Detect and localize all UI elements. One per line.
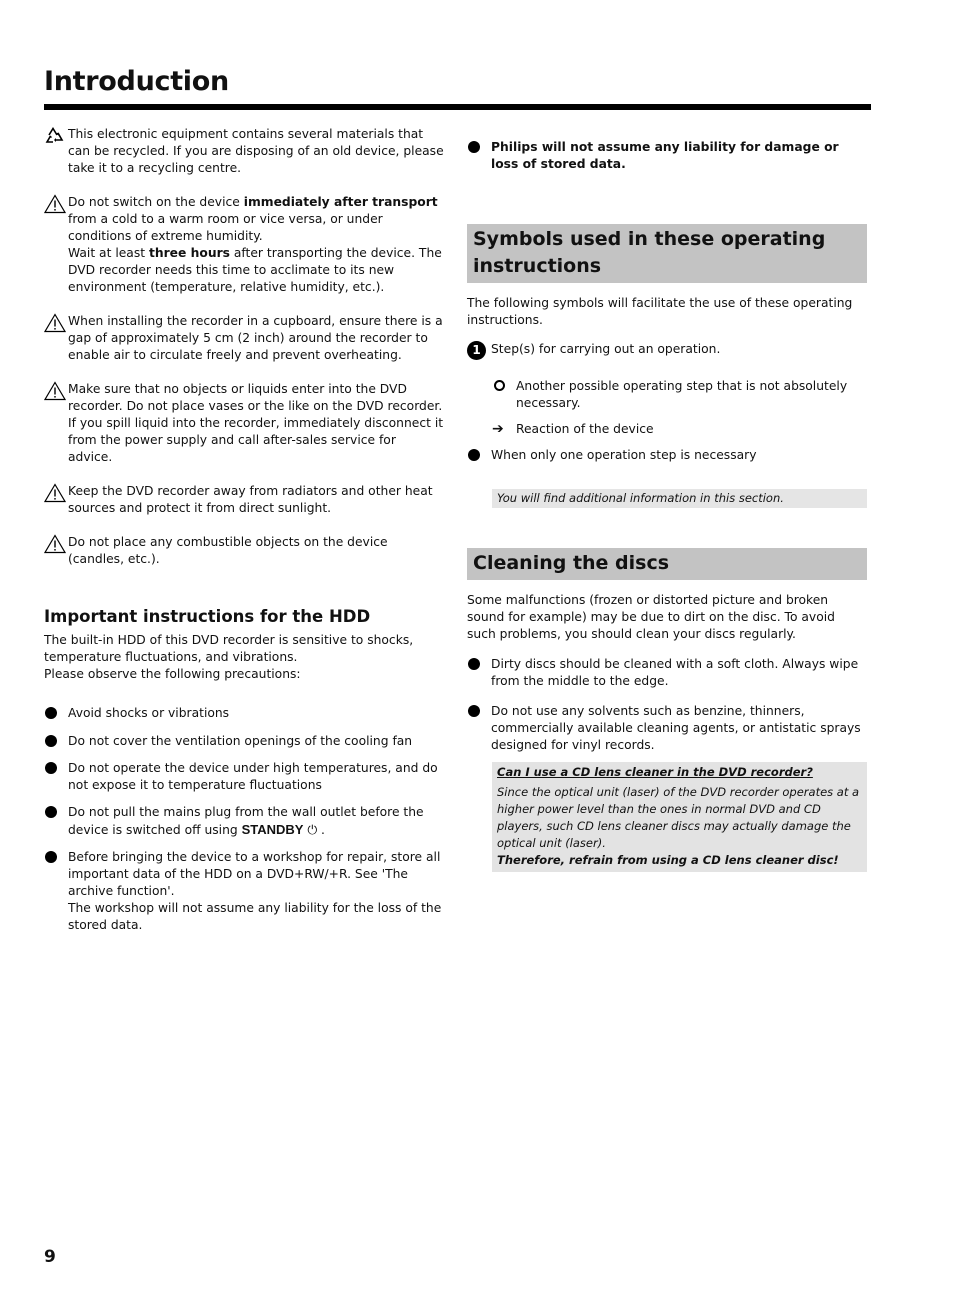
faq-answer: Since the optical unit (laser) of the DVD recorder operates at a higher power level than the ones in normal DVD and CD players, such CD lens cleaner discs may actually damage the optical unit (laser). [497,785,860,850]
bullet-icon [45,762,57,774]
optional-step-row: Another possible operating step that is not absolutely necessary. [492,378,867,412]
bullet-icon [468,141,480,153]
ring-icon [494,380,505,391]
warning-note-combustible [44,534,444,568]
list-item: Do not cover the ventilation openings of the cooling fan [44,733,444,750]
list-item: Do not pull the mains plug from the wall outlet before the device is switched off using STANDBY ⏻ . [44,804,444,839]
warning-note-cupboard [44,313,444,364]
title-rule [44,104,871,110]
standby-key: STANDBY [241,822,304,837]
list-item: Before bringing the device to a workshop for repair, store all important data of the HDD on a DVD+RW/+R. See 'The archive function'. The workshop will not assume any liability for the loss of the stored data. [44,849,444,934]
hdd-intro: The built-in HDD of this DVD recorder is sensitive to shocks, temperature fluctuations, and vibrations. [44,633,414,664]
power-icon: ⏻ [307,823,318,837]
symbols-heading: Symbols used in these operating instructions [467,224,867,283]
bullet-icon [468,449,480,461]
list-item: Dirty discs should be cleaned with a soft cloth. Always wipe from the middle to the edge. [467,656,867,690]
cleaning-intro: Some malfunctions (frozen or distorted picture and broken sound for example) may be due to dirt on the disc. To avoid such problems, you should clean your discs regularly. [467,593,835,641]
page-title: Introduction [44,66,229,97]
step-symbol-row: 1 Step(s) for carrying out an operation. [467,341,867,358]
single-step-row: When only one operation step is necessary [467,447,867,464]
recycle-note [44,126,444,177]
symbols-intro: The following symbols will facilitate the use of these operating instructions. [467,296,853,327]
arrow-right-icon: ➔ [492,421,504,437]
warning-note-liquids [44,381,444,466]
bullet-icon [468,658,480,670]
hdd-intro-precautions: Please observe the following precautions: [44,667,301,681]
step-number-icon: 1 [467,341,486,360]
recycle-icon [44,126,66,146]
philips-liability-note: Philips will not assume any liability for damage or loss of stored data. [467,139,867,173]
right-column [467,126,867,872]
warning-note-heat [44,483,444,517]
warning-text-transport: Do not switch on the device immediately after transport from a cold to a warm room or vice versa, or under conditions of extreme humidity. [68,195,438,243]
warning-triangle-icon [44,313,66,333]
info-box: You will find additional information in this section. [492,489,867,508]
warning-triangle-icon [44,534,66,554]
warning-text-liquids: Make sure that no objects or liquids enter into the DVD recorder. Do not place vases or the like on the DVD recorder. If you spill liquid into the recorder, immediately disconnect it from the power supply and call after-sales service for advice. [68,382,444,464]
lens-cleaner-faq-box [492,762,867,872]
bullet-icon [468,705,480,717]
list-item: Do not use any solvents such as benzine, thinners, commercially available cleaning agents, or antistatic sprays designed for vinyl records. [467,703,867,754]
list-item: Do not operate the device under high temperatures, and do not expose it to temperature fluctuations [44,760,444,794]
faq-question: Can I use a CD lens cleaner in the DVD recorder? [497,765,813,779]
bullet-icon [45,707,57,719]
warning-text-combustible: Do not place any combustible objects on the device (candles, etc.). [68,535,388,566]
recycle-text: This electronic equipment contains several materials that can be recycled. If you are disposing of an old device, please take it to a recycling centre. [68,127,444,175]
warning-note-transport [44,194,444,296]
bullet-icon [45,735,57,747]
page-number: 9 [44,1247,56,1267]
reaction-row: ➔ Reaction of the device [492,421,654,437]
warning-text-wait: Wait at least three hours after transporting the device. The DVD recorder needs this time to acclimate to its new environment (temperature, relative humidity, etc.). [68,246,442,294]
left-column [44,126,444,934]
cleaning-heading: Cleaning the discs [467,548,867,580]
warning-triangle-icon [44,194,66,214]
hdd-heading: Important instructions for the HDD [44,607,371,626]
faq-conclusion: Therefore, refrain from using a CD lens cleaner disc! [497,853,839,867]
warning-triangle-icon [44,381,66,401]
list-item: Avoid shocks or vibrations [44,705,444,722]
warning-triangle-icon [44,483,66,503]
bullet-icon [45,806,57,818]
warning-text-cupboard: When installing the recorder in a cupboard, ensure there is a gap of approximately 5 cm (2 inch) around the recorder to enable air to circulate freely and prevent overheating. [68,314,443,362]
warning-text-heat: Keep the DVD recorder away from radiators and other heat sources and protect it from direct sunlight. [68,484,433,515]
bullet-icon [45,851,57,863]
